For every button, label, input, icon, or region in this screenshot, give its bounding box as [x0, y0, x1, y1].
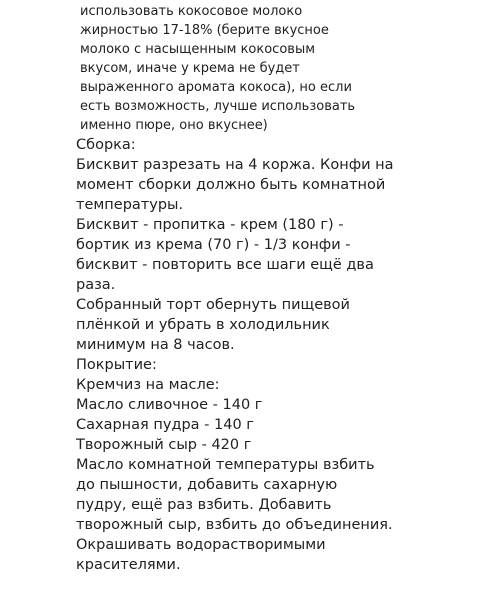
ingredient-line: Масло сливочное - 140 г	[76, 397, 263, 413]
text-line: использовать кокосовое молоко	[80, 4, 303, 19]
ingredient-line: Творожный сыр - 420 г	[76, 437, 252, 453]
section-heading: Покрытие:	[76, 357, 157, 373]
subsection-heading: Кремчиз на масле:	[76, 377, 220, 393]
text-line: Бисквит разрезать на 4 коржа. Конфи на	[76, 157, 394, 173]
text-line: вкусом, иначе у крема не будет	[80, 61, 300, 76]
text-line: температуры.	[76, 197, 184, 213]
text-line: жирностью 17-18% (берите вкусное	[80, 23, 329, 38]
text-line: выраженного аромата кокоса), но если	[80, 80, 352, 95]
ingredient-line: Сахарная пудра - 140 г	[76, 417, 254, 433]
text-line: Бисквит - пропитка - крем (180 г) -	[76, 217, 344, 233]
text-line: минимум на 8 часов.	[76, 337, 235, 353]
text-line: есть возможность, лучше использовать	[80, 99, 356, 114]
text-line: именно пюре, оно вкуснее)	[80, 118, 268, 133]
text-line: Масло комнатной температуры взбить	[76, 457, 375, 473]
text-line: пудру, ещё раз взбить. Добавить	[76, 497, 332, 513]
text-line: красителями.	[76, 557, 181, 573]
text-line: бортик из крема (70 г) - 1/3 конфи -	[76, 237, 351, 253]
text-line: момент сборки должно быть комнатной	[76, 177, 386, 193]
text-line: плёнкой и убрать в холодильник	[76, 317, 330, 333]
text-line: творожный сыр, взбить до объединения.	[76, 517, 393, 533]
text-line: Окрашивать водорастворимыми	[76, 537, 326, 553]
section-heading: Сборка:	[76, 137, 136, 153]
text-line: Собранный торт обернуть пищевой	[76, 297, 350, 313]
text-line: бисквит - повторить все шаги ещё два	[76, 257, 374, 273]
text-line: молоко с насыщенным кокосовым	[80, 42, 316, 57]
text-line: раза.	[76, 277, 116, 293]
text-line: до пышности, добавить сахарную	[76, 477, 338, 493]
